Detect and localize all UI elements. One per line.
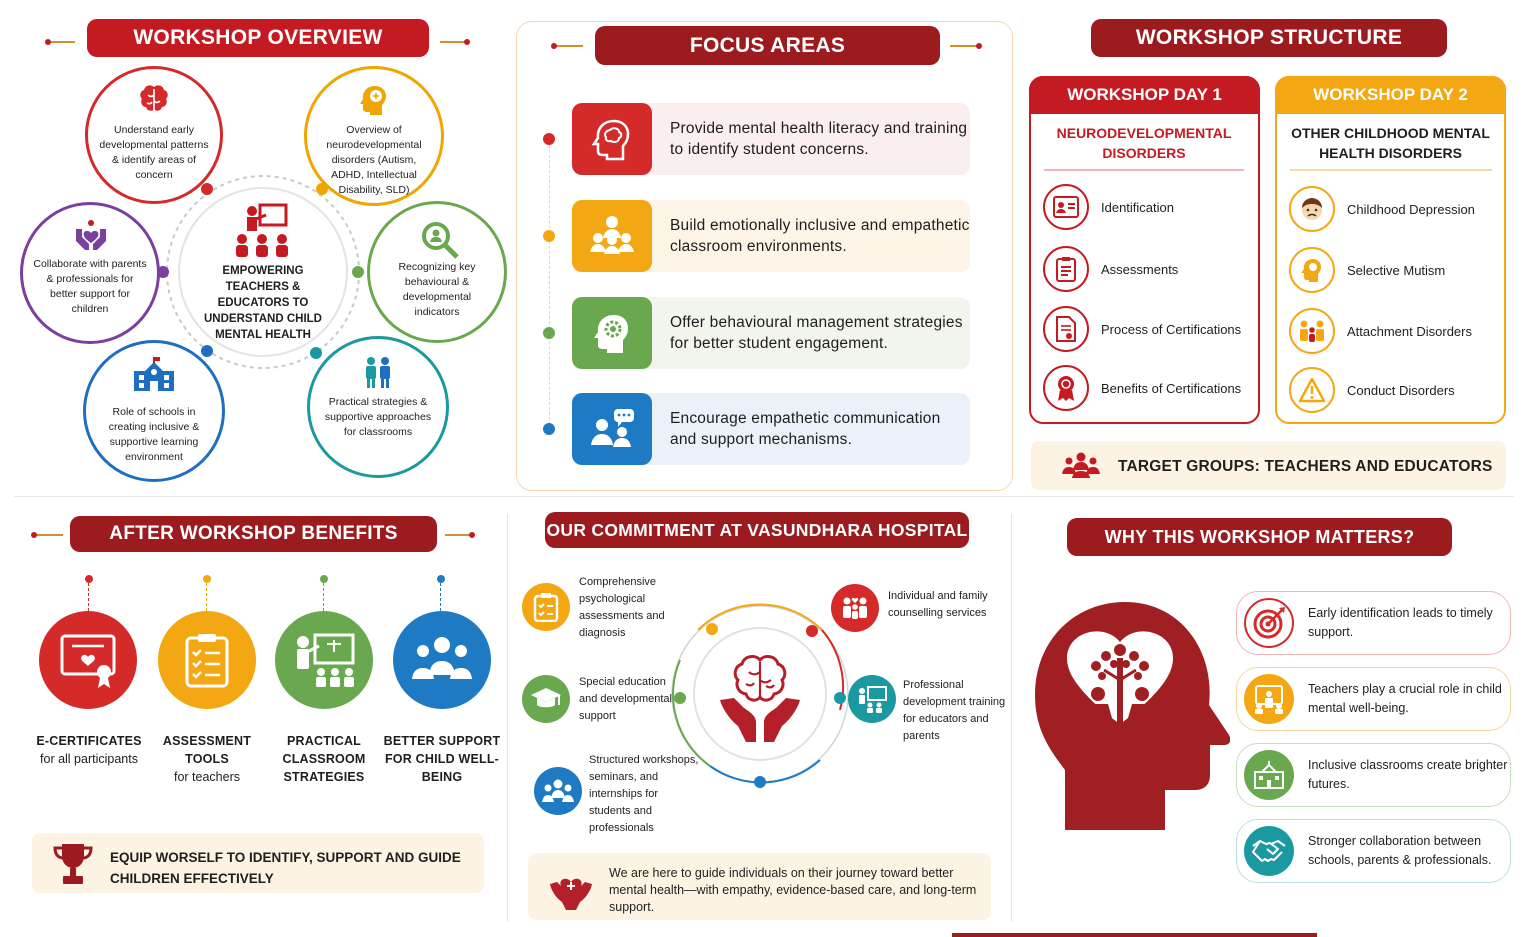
- timeline-node: [543, 230, 555, 242]
- commitment-title: OUR COMMITMENT AT VASUNDHARA HOSPITAL: [545, 512, 969, 548]
- head-brain-icon: [357, 83, 391, 117]
- benefit-label: ASSESSMENT TOOLS for teachers: [162, 734, 252, 784]
- decor-dash: [47, 41, 75, 43]
- family-icon: [831, 584, 879, 632]
- id-card-icon: [1043, 184, 1089, 230]
- day2-item: Conduct Disorders: [1289, 367, 1455, 413]
- document-icon: [1043, 306, 1089, 352]
- brain-icon: [137, 83, 171, 117]
- day2-header: WORKSHOP DAY 2: [1275, 76, 1506, 114]
- commitment-item: Comprehensive psychological assessments and diagnosis: [579, 576, 665, 639]
- decor-dash: [445, 534, 473, 536]
- head-heart-tree-illustration: [1030, 600, 1230, 830]
- heart-hands-icon: [548, 864, 594, 910]
- commitment-item: Special education and developmental support: [579, 676, 672, 722]
- overview-center-text: EMPOWERING TEACHERS & EDUCATORS TO UNDERSTAND CHILD MENTAL HEALTH: [204, 265, 322, 341]
- clipboard-icon: [1043, 246, 1089, 292]
- orbit-node: [806, 625, 818, 637]
- overview-item: Practical strategies & supportive approaches for classrooms: [307, 336, 449, 478]
- divider: [1290, 169, 1492, 171]
- certificate-icon: [39, 611, 137, 709]
- day1-subtitle: NEURODEVELOPMENTAL DISORDERS: [1056, 125, 1232, 161]
- orbit-node: [310, 347, 322, 359]
- timeline-node: [543, 423, 555, 435]
- orbit-node: [754, 776, 766, 788]
- head-gear-icon: [572, 297, 652, 369]
- orbit-node: [706, 623, 718, 635]
- graduation-cap-icon: [522, 675, 570, 723]
- why-item: Teachers play a crucial role in child mental well-being.: [1236, 667, 1511, 731]
- divider: [1044, 169, 1244, 171]
- benefit-dot: [203, 575, 211, 583]
- day2-item: Attachment Disorders: [1289, 308, 1472, 354]
- why-item: Inclusive classrooms create brighter futures.: [1236, 743, 1511, 807]
- day1-item: Process of Certifications: [1043, 306, 1241, 352]
- chat-people-icon: [572, 393, 652, 465]
- day1-item: Benefits of Certifications: [1043, 365, 1241, 411]
- day2-item: Selective Mutism: [1289, 247, 1445, 293]
- magnifier-icon: [420, 220, 454, 254]
- focus-item: Provide mental health literacy and training to identify student concerns.: [572, 103, 970, 175]
- orbit-node: [157, 266, 169, 278]
- sad-child-icon: [1289, 186, 1335, 232]
- hands-heart-icon: [73, 217, 107, 251]
- day2-item: Childhood Depression: [1289, 186, 1475, 232]
- brain-hands-icon: [716, 652, 804, 744]
- commitment-item: Structured workshops, seminars, and internships for students and professionals: [589, 754, 699, 834]
- benefit-dot: [85, 575, 93, 583]
- commitment-item: Professional development training for educators and parents: [903, 679, 1006, 742]
- teacher-icon: [1244, 674, 1294, 724]
- commitment-footer-text: We are here to guide individuals on their journey toward better mental health—with empathy, evidence-based care, and long-term support.: [609, 866, 977, 914]
- overview-item: Overview of neurodevelopmental disorders (Autism, ADHD, Intellectual Disability, SLD): [304, 66, 444, 206]
- decor-dash: [33, 534, 63, 536]
- day1-item: Identification: [1043, 184, 1174, 230]
- orbit-node: [201, 345, 213, 357]
- head-brain-icon: [1289, 247, 1335, 293]
- clipboard-icon: [158, 611, 256, 709]
- teacher-classroom-icon: [232, 203, 296, 259]
- orbit-node: [316, 183, 328, 195]
- benefit-label: PRACTICAL CLASSROOM STRATEGIES: [282, 734, 366, 784]
- section-divider: [507, 514, 508, 922]
- trophy-icon: [53, 842, 93, 886]
- benefit-stem: [440, 583, 441, 611]
- day2-subtitle: OTHER CHILDHOOD MENTAL HEALTH DISORDERS: [1291, 125, 1490, 161]
- benefit-label: BETTER SUPPORT FOR CHILD WELL-BEING: [383, 734, 501, 784]
- benefits-footer-text: EQUIP WORSELF TO IDENTIFY, SUPPORT AND GUIDE CHILDREN EFFECTIVELY: [110, 850, 461, 886]
- teacher-board-icon: [848, 675, 896, 723]
- focus-timeline: [549, 140, 550, 430]
- benefit-label: E-CERTIFICATES for all participants: [36, 734, 142, 766]
- decor-dash: [440, 41, 468, 43]
- people-icon: [361, 355, 395, 389]
- family-icon: [1289, 308, 1335, 354]
- benefit-stem: [88, 583, 89, 611]
- commitment-item: Individual and family counselling services: [888, 590, 988, 619]
- overview-item: Recognizing key behavioural & developmental indicators: [367, 201, 507, 343]
- handshake-icon: [1244, 826, 1294, 876]
- why-item: Early identification leads to timely support.: [1236, 591, 1511, 655]
- day1-header: WORKSHOP DAY 1: [1029, 76, 1260, 114]
- focus-item: Build emotionally inclusive and empathetic classroom environments.: [572, 200, 970, 272]
- structure-title: WORKSHOP STRUCTURE: [1091, 19, 1447, 57]
- warning-icon: [1289, 367, 1335, 413]
- focus-title: FOCUS AREAS: [595, 26, 940, 65]
- group-icon: [393, 611, 491, 709]
- focus-item: Offer behavioural management strategies for better student engagement.: [572, 297, 970, 369]
- benefits-title: AFTER WORKSHOP BENEFITS: [70, 516, 437, 552]
- people-group-icon: [1062, 452, 1100, 478]
- benefit-stem: [206, 583, 207, 611]
- section-divider: [14, 496, 1514, 497]
- day1-item: Assessments: [1043, 246, 1178, 292]
- why-title: WHY THIS WORKSHOP MATTERS?: [1067, 518, 1452, 556]
- teacher-board-icon: [275, 611, 373, 709]
- award-ribbon-icon: [1043, 365, 1089, 411]
- timeline-node: [543, 327, 555, 339]
- overview-item: Understand early developmental patterns & identify areas of concern: [85, 66, 223, 204]
- orbit-node: [352, 266, 364, 278]
- benefit-dot: [320, 575, 328, 583]
- school-icon: [131, 357, 177, 393]
- why-item: Stronger collaboration between schools, parents & professionals.: [1236, 819, 1511, 883]
- group-icon: [534, 767, 582, 815]
- school-icon: [1244, 750, 1294, 800]
- decor-dash: [950, 45, 980, 47]
- benefit-dot: [437, 575, 445, 583]
- timeline-node: [543, 133, 555, 145]
- head-brain-icon: [572, 103, 652, 175]
- bottom-accent-bar: [952, 933, 1317, 937]
- focus-item: Encourage empathetic communication and support mechanisms.: [572, 393, 970, 465]
- overview-item: Role of schools in creating inclusive & supportive learning environment: [83, 340, 225, 482]
- overview-title: WORKSHOP OVERVIEW: [87, 19, 429, 57]
- decor-dash: [553, 45, 583, 47]
- clipboard-icon: [522, 583, 570, 631]
- overview-item: Collaborate with parents & professionals for better support for children: [20, 202, 160, 344]
- target-icon: [1244, 598, 1294, 648]
- group-icon: [572, 200, 652, 272]
- orbit-node: [201, 183, 213, 195]
- benefit-stem: [323, 583, 324, 611]
- orbit-node: [834, 692, 846, 704]
- target-groups-text: TARGET GROUPS: TEACHERS AND EDUCATORS: [1118, 458, 1493, 475]
